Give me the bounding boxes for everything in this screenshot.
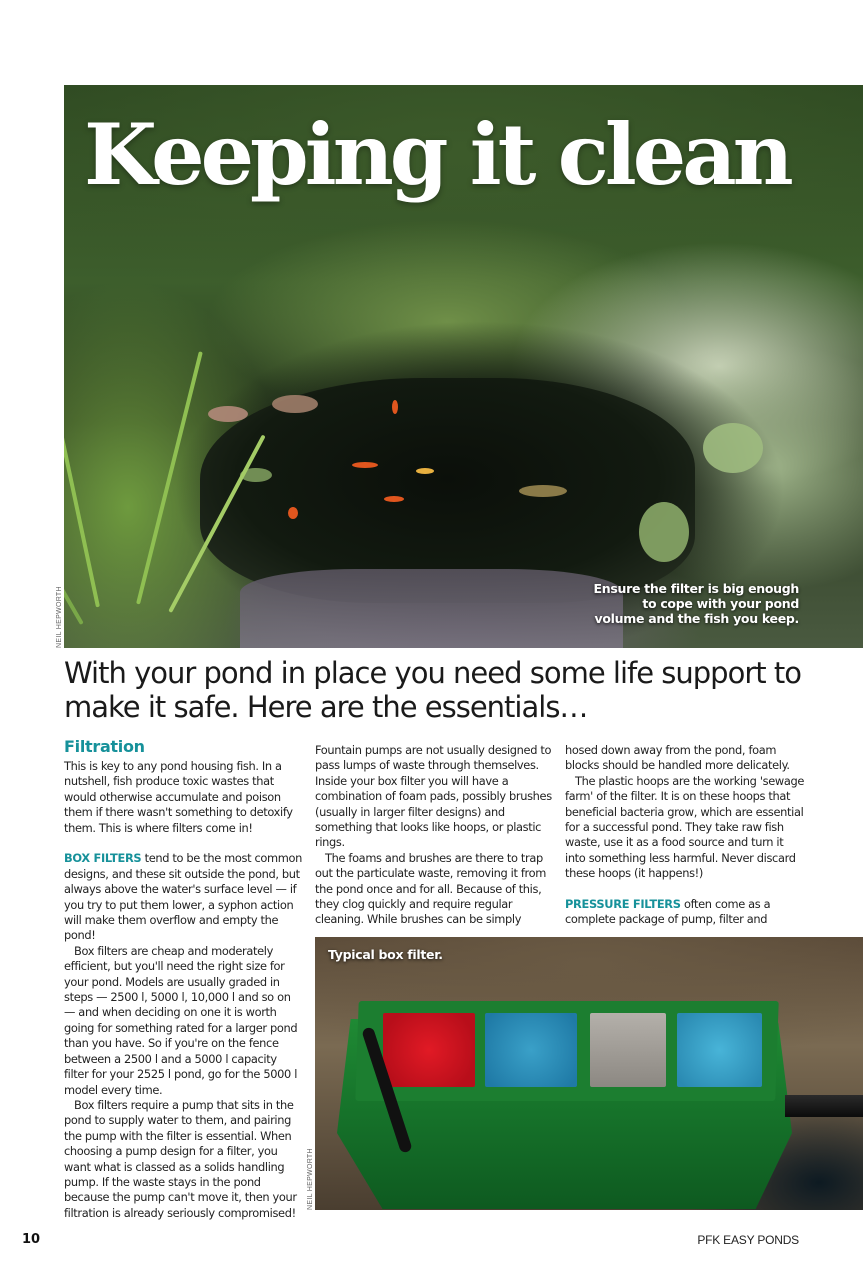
pressure-filters-paragraph — [565, 897, 805, 928]
body-paragraph: Box filters are cheap and moderately efficient, but you'll need the right size for your pond. Models are usually graded in steps — 2500 l, 5000 l, 10,000 l and so on — and when deciding on one it is worth going for something rated for a larger pond than you have. So if you're on the fence between a 2500 l and a 5000 l capacity filter for your 2525 l pond, go for the 5000 l model every time. — [64, 943, 298, 1097]
body-paragraph: Box filters require a pump that sits in the pond to supply water to them, and pairing the pump with the filter is essential. When choosing a pump design for a filter, you want what is classed as a solids handling pump. If the waste stays in the pond because the pump can't move it, then your filtration is already seriously compromised! — [64, 1097, 297, 1220]
pressure-filters-kicker: PRESSURE FILTERS — [565, 897, 681, 912]
box-filter-photo — [315, 937, 863, 1210]
pressure-filters-text: often come as a complete package of pump, filter and — [565, 897, 771, 927]
goldfish — [392, 400, 398, 414]
brush-compartment — [383, 1013, 475, 1087]
photo-caption: Typical box filter. — [328, 947, 443, 962]
grass-blade — [64, 371, 100, 607]
caption-line: Ensure the filter is big enough — [593, 581, 799, 596]
page-number: 10 — [22, 1232, 41, 1247]
hero-photo — [64, 85, 863, 648]
koi — [519, 485, 567, 497]
media-compartment — [590, 1013, 666, 1087]
goldfish — [384, 496, 404, 502]
photo-credit: NEIL HEPWORTH — [307, 1148, 314, 1210]
caption-line: to cope with your pond — [642, 596, 799, 611]
bergenia-leaf — [703, 423, 763, 473]
article-column-3 — [565, 743, 805, 928]
body-paragraph: The foams and brushes are there to trap out the particulate waste, removing it from the pond once and for all. Because of this, they clog quickly and require regular cleaning. While brushes can be simply — [315, 850, 546, 927]
section-heading: Filtration — [64, 737, 145, 756]
bergenia-leaf — [639, 502, 689, 562]
standfirst: With your pond in place you need some life support to make it safe. Here are the essentials… — [64, 656, 801, 724]
lily-pad — [272, 395, 318, 413]
photo-credit: NEIL HEPWORTH — [56, 586, 63, 648]
box-filters-text: tend to be the most common designs, and these sit outside the pond, but always above the water's surface level — if you try to put them lower, a syphon action will make them overflow and empty the pond! — [64, 851, 302, 943]
caption-line: volume and the fish you keep. — [594, 611, 799, 626]
body-paragraph: Fountain pumps are not usually designed to pass lumps of waste through themselves. Inside your box filter you will have a combination of foam pads, possibly brushes (usually in larger filter designs) and something that looks like hoops, or plastic rings. — [315, 743, 552, 850]
outlet-pipe — [785, 1095, 863, 1117]
foam-compartment — [677, 1013, 762, 1087]
box-filters-kicker: BOX FILTERS — [64, 851, 142, 866]
intro-paragraph: This is key to any pond housing fish. In a nutshell, fish produce toxic wastes that would otherwise accumulate and poison them if there wasn't something to detoxify them. This is where filters come in! — [64, 759, 293, 835]
hero-caption — [594, 581, 799, 626]
lily-pad — [208, 406, 248, 422]
article-column-1 — [64, 738, 304, 1221]
article-column-2 — [315, 743, 555, 928]
pond-reflection — [240, 569, 624, 648]
foam-compartment — [485, 1013, 577, 1087]
goldfish — [416, 468, 434, 474]
page-title: Keeping it clean — [84, 105, 790, 204]
body-paragraph: The plastic hoops are the working 'sewage farm' of the filter. It is on these hoops that beneficial bacteria grow, which are essential for a successful pond. They take raw fish waste, use it as a food source and turn it into something less harmful. Never discard these hoops (it happens!) — [565, 773, 804, 881]
body-paragraph: hosed down away from the pond, foam blocks should be handled more delicately. — [565, 743, 790, 773]
magazine-name: PFK EASY PONDS — [697, 1233, 799, 1247]
goldfish — [288, 507, 298, 519]
box-filters-paragraph — [64, 851, 304, 943]
